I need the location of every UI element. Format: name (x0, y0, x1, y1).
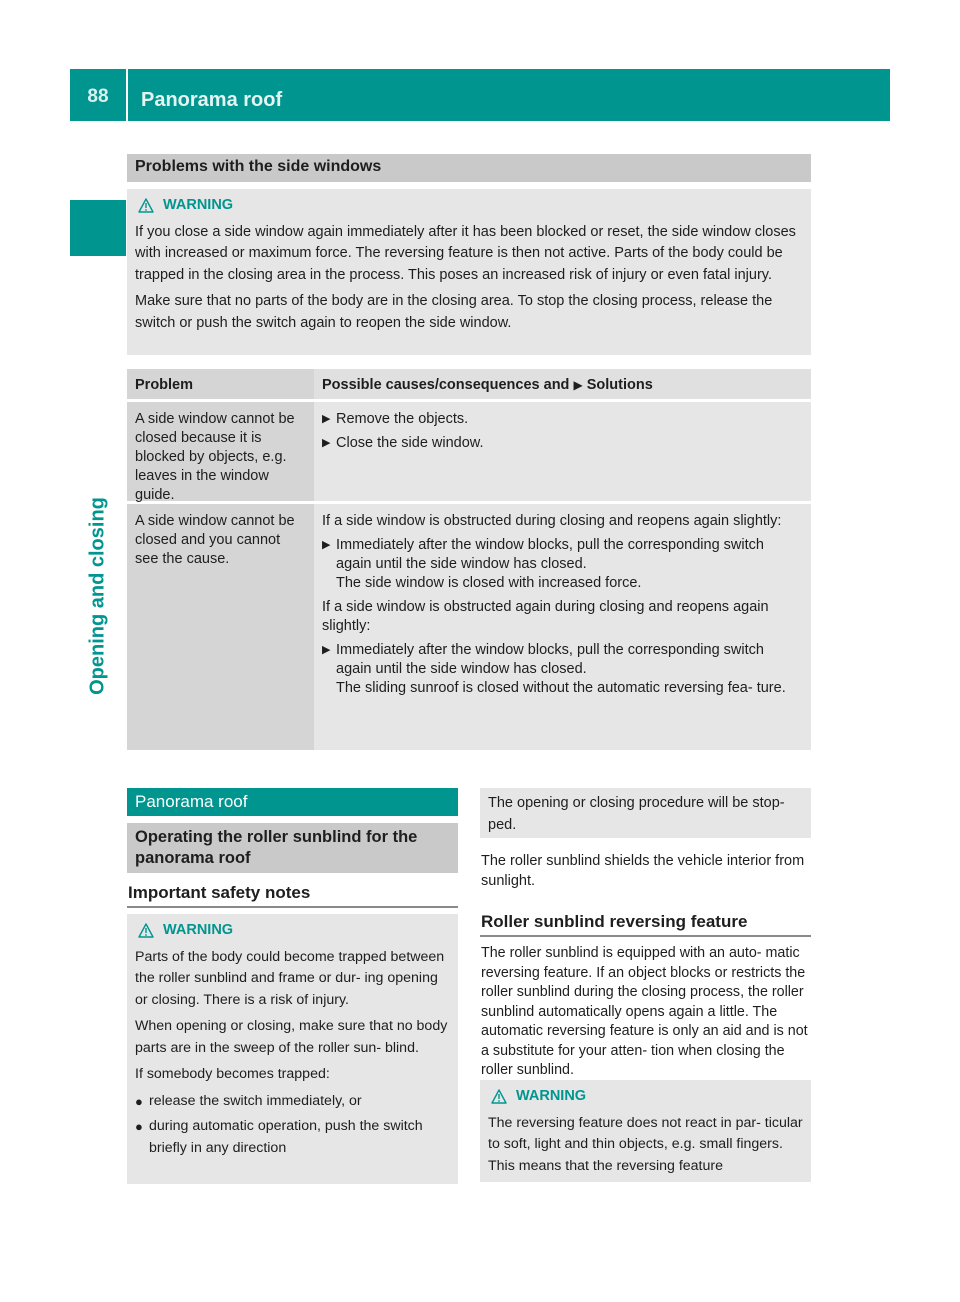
table-cell-problem: A side window cannot be closed and you cannot see the cause. (127, 504, 314, 750)
list-item (322, 536, 803, 593)
bullet-text: release the switch immediately, or (149, 1092, 362, 1109)
warning-triangle-icon (491, 1089, 507, 1104)
table-header-solutions (314, 369, 811, 399)
section-title-text: Panorama roof (135, 792, 248, 811)
heading-rule (480, 935, 811, 937)
table-header-solutions-word: Solutions (586, 377, 653, 393)
step-text-main: Immediately after the window blocks, pull the corresponding switch again until the side window has closed. (336, 537, 764, 572)
warning-heading (138, 920, 450, 942)
paragraph-shield: The roller sunblind shields the vehicle interior from sunlight. (481, 853, 805, 889)
section-title-side-windows (127, 154, 811, 182)
warning-heading (491, 1086, 803, 1108)
chapter-label: Opening and closing (86, 497, 109, 695)
warning-text: Parts of the body could become trapped between the roller sunblind and frame or dur- ing opening or closing. There is a risk of injury. (135, 948, 445, 1008)
section-title-text: Operating the roller sunblind for the panorama roof (135, 828, 418, 867)
page-title: Panorama roof (141, 89, 283, 111)
warning-text: If somebody becomes trapped: (135, 1066, 330, 1082)
page-number: 88 (87, 86, 109, 107)
warning-label: WARNING (516, 1088, 587, 1104)
note-box-stop (480, 788, 811, 838)
step-text (336, 536, 803, 593)
warning-triangle-icon (138, 923, 154, 938)
warning-box-side-windows (127, 189, 811, 355)
paragraph-reversing: The roller sunblind is equipped with an auto- matic reversing feature. If an object blocks or restricts the roller sunblind during the closing process, the roller sunblind automatically opens again a little. The automatic reversing feature is only an aid and is not a substitute for your atten- tion when closing the roller sunblind. (481, 945, 808, 1078)
subheading-safety-notes: Important safety notes (128, 883, 311, 902)
warning-text: If you close a side window again immediately after it has been blocked or reset, the side window closes with increased or maximum force. The reversing feature is then not active. Parts of the body could be trapped in the closing area in the process. This poses an increased risk of injury or even fatal injury. (135, 223, 796, 283)
bullet-text: during automatic operation, push the switch briefly in any direction (149, 1118, 423, 1156)
step-note: The sliding sunroof is closed without the automatic reversing fea- ture. (336, 680, 786, 696)
table-cell-problem: A side window cannot be closed because it is blocked by objects, e.g. leaves in the window guide. (127, 402, 314, 501)
condition-text: If a side window is obstructed again during closing and reopens again slightly: (322, 599, 769, 634)
condition-text: If a side window is obstructed during closing and reopens again slightly: (322, 513, 782, 529)
subheading-reversing: Roller sunblind reversing feature (481, 912, 748, 931)
warning-text: When opening or closing, make sure that no body parts are in the sweep of the roller sun- blind. (135, 1018, 448, 1056)
note-text: The opening or closing procedure will be stop- ped. (488, 795, 785, 833)
arrow-icon: ▶ (322, 644, 331, 656)
warning-text: Make sure that no parts of the body are in the closing area. To stop the closing process, release the switch or push the switch again to reopen the side window. (135, 293, 773, 331)
list-item (322, 641, 803, 698)
table-row (127, 402, 811, 504)
step-text: Close the side window. (336, 435, 484, 451)
arrow-icon: ▶ (322, 413, 331, 425)
warning-text: The reversing feature does not react in par- ticular to soft, light and thin objects, e.g. small fingers. This means that the reversing feature (488, 1114, 803, 1174)
table-cell-solutions (314, 402, 811, 501)
arrow-icon: ▶ (573, 378, 583, 392)
chapter-marker (70, 200, 126, 256)
warning-heading (138, 195, 803, 217)
warning-label: WARNING (163, 197, 234, 213)
warning-box-reversing (480, 1080, 811, 1182)
warning-box-sunblind (127, 914, 458, 1184)
section-title-panorama-roof (127, 788, 458, 816)
header-divider (126, 69, 128, 121)
list-item (135, 1116, 450, 1159)
step-text (336, 641, 803, 698)
warning-label: WARNING (163, 922, 234, 938)
bullet-icon: ● (135, 1119, 143, 1134)
step-text-main: Immediately after the window blocks, pull the corresponding switch again until the side window has closed. (336, 642, 764, 677)
table-row (127, 504, 811, 750)
step-note: The side window is closed with increased force. (336, 575, 642, 591)
table-header-problem: Problem (127, 369, 314, 399)
table-header-solutions-text: Possible causes/consequences and (322, 377, 570, 393)
arrow-icon: ▶ (322, 437, 331, 449)
list-item (322, 434, 803, 453)
step-text: Remove the objects. (336, 411, 469, 427)
list-item (135, 1091, 450, 1113)
table-header-row (127, 369, 811, 402)
bullet-icon: ● (135, 1093, 143, 1109)
warning-triangle-icon (138, 198, 154, 213)
table-cell-solutions (314, 504, 811, 750)
section-title-text: Problems with the side windows (135, 158, 382, 175)
problem-table (127, 369, 811, 750)
section-title-sunblind (127, 823, 458, 873)
arrow-icon: ▶ (322, 539, 331, 551)
list-item (322, 410, 803, 429)
heading-rule (127, 906, 458, 908)
